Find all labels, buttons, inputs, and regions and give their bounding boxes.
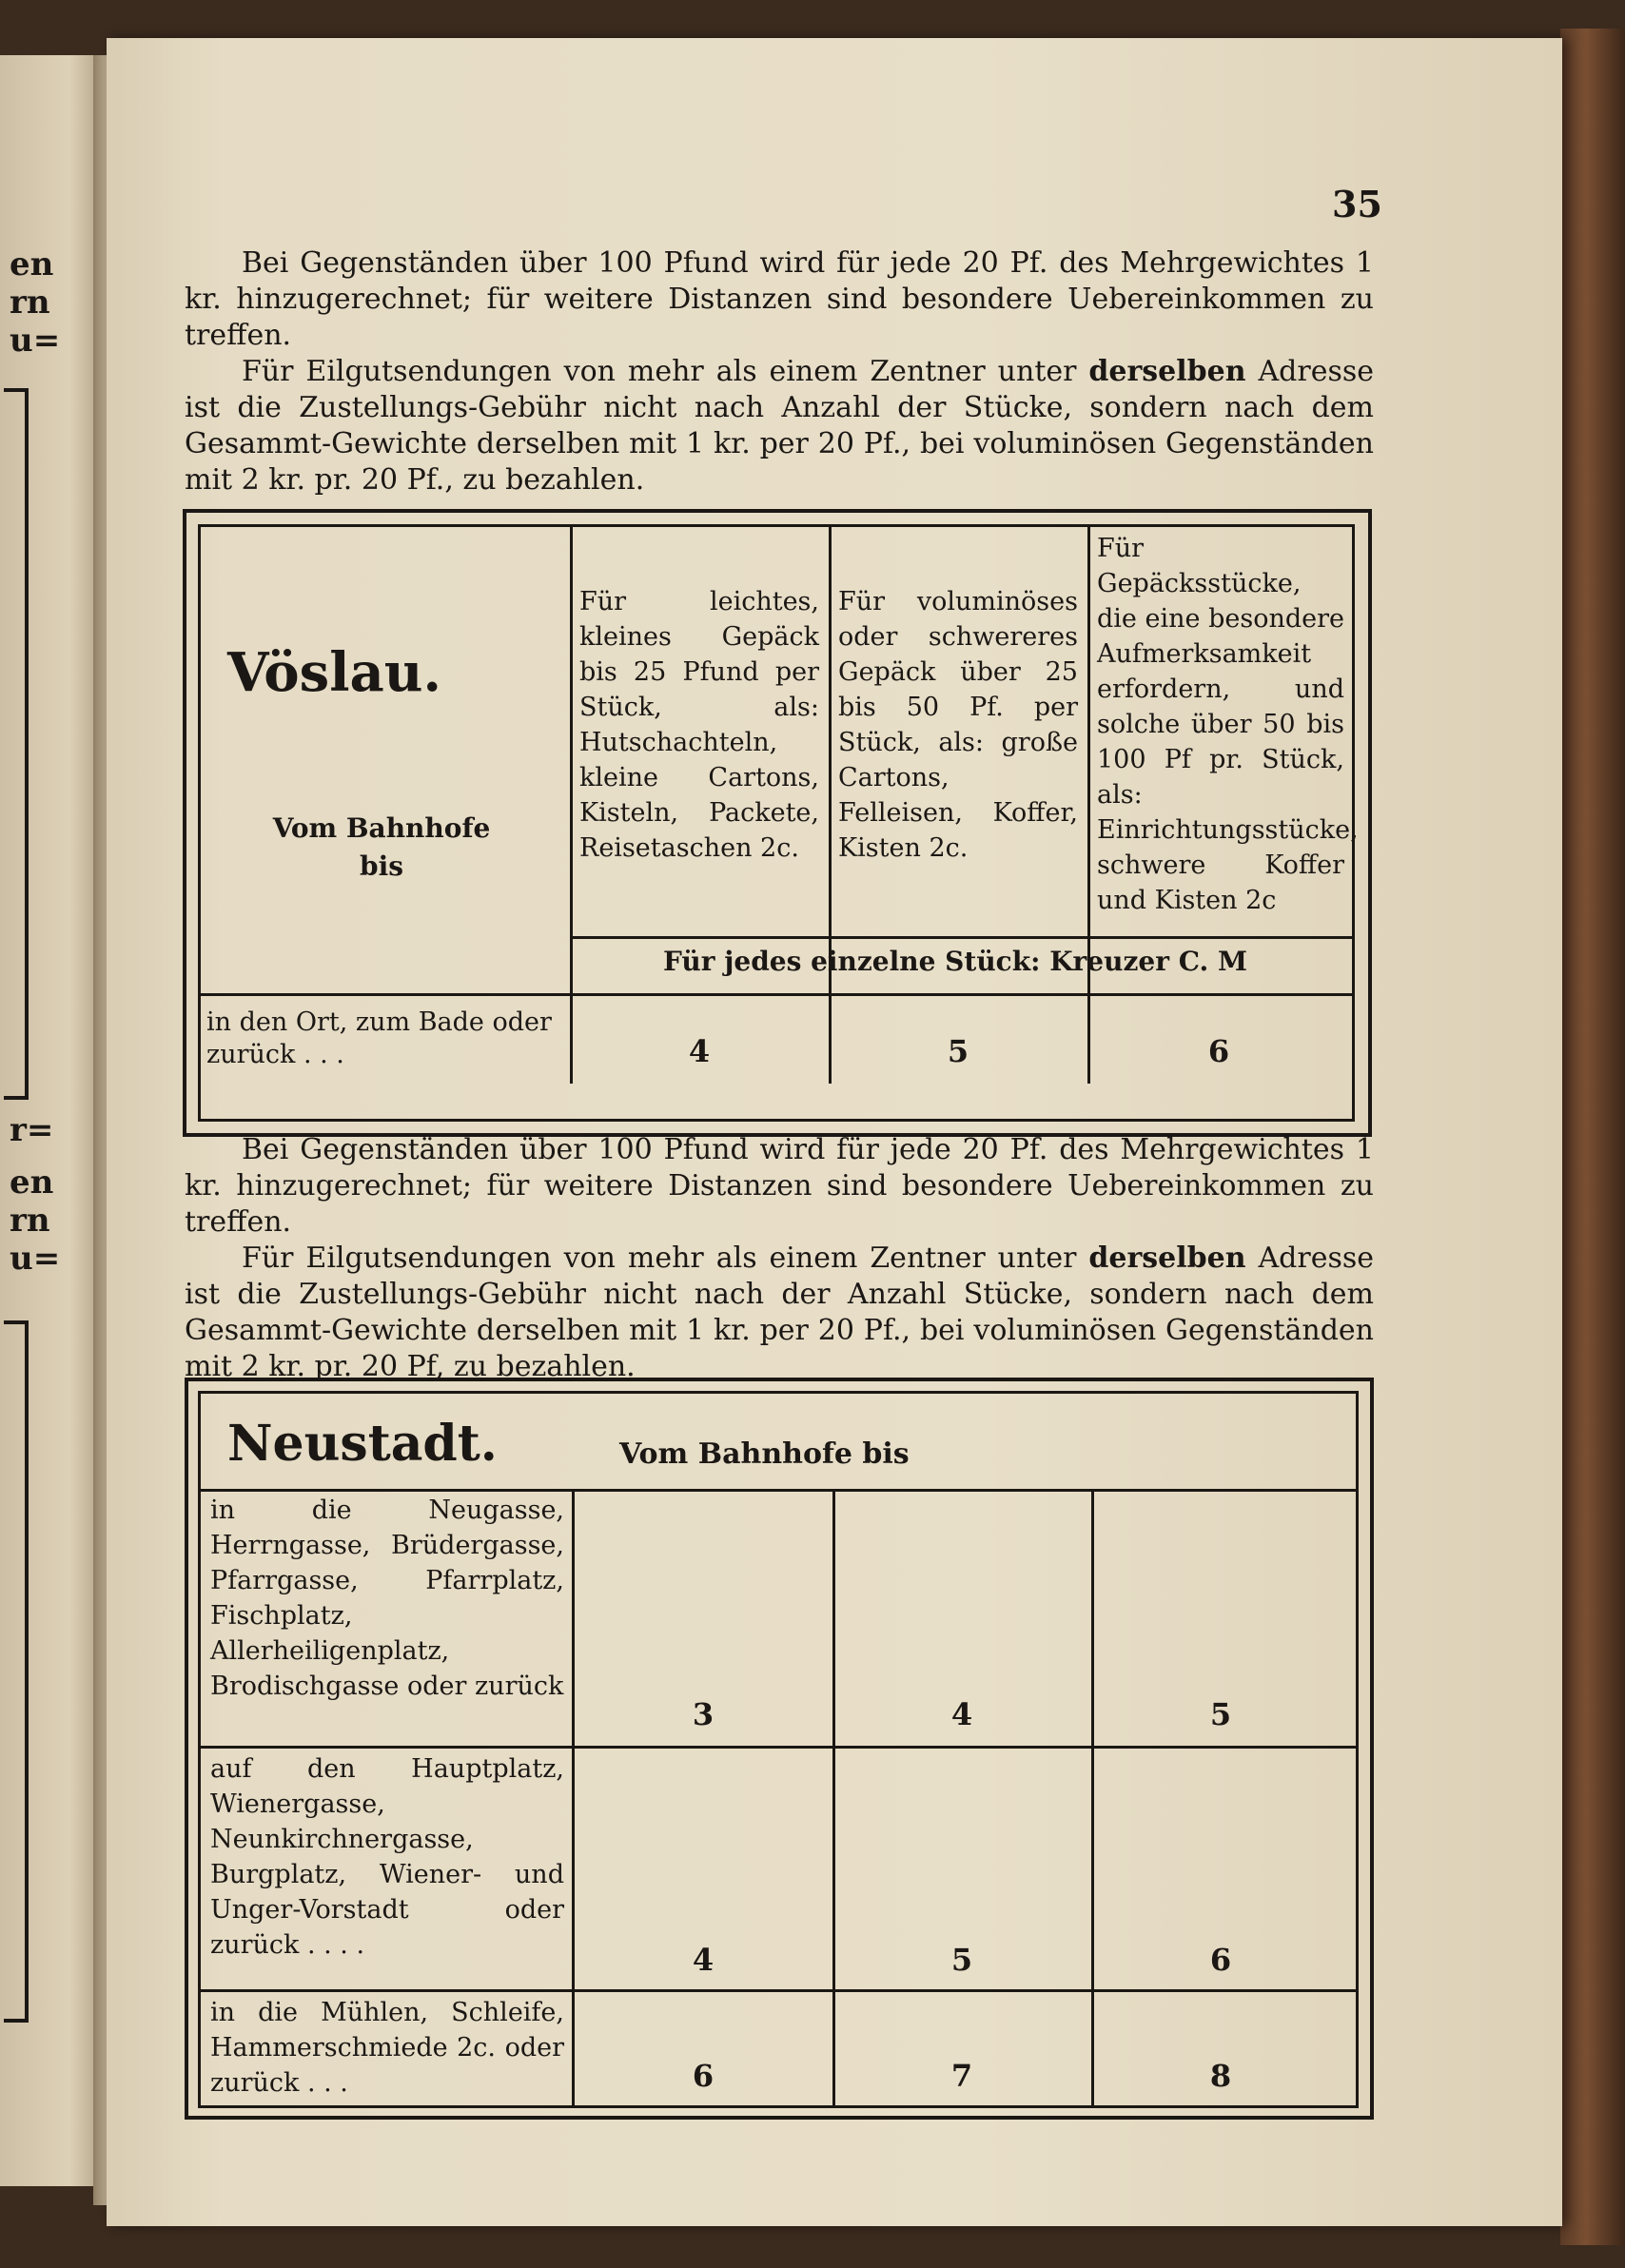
paragraph-surcharge: Bei Gegenständen über 100 Pfund wird für jede 20 Pf. des Mehrgewichtes 1 kr. hinzugerechnet; für weitere Distanzen sind besondere Uebereinkommen zu treffen. — [185, 246, 1374, 352]
header-light-luggage: Für leichtes, kleines Gepäck bis 25 Pfund per Stück, als: Hutschachteln, kleine Cartons, Kisteln, Packete, Reisetaschen 2c. — [579, 587, 819, 863]
price-cell: 5 — [947, 1033, 969, 1069]
para4-text: Für Eilgutsendungen von mehr als einem Zentner unter — [242, 1242, 1089, 1275]
col-divider — [572, 1489, 575, 2105]
paragraph-surcharge-2: Bei Gegenständen über 100 Pfund wird für jede 20 Pf. des Mehrgewichtes 1 kr. hinzugerechnet; für weitere Distanzen sind besondere Uebereinkommen zu treffen. — [185, 1133, 1374, 1239]
para4-bold: derselben — [1088, 1242, 1246, 1275]
price-cell: 4 — [692, 1942, 715, 1978]
price-cell: 6 — [1209, 1942, 1232, 1978]
header-bulky-luggage: Für voluminöses oder schwereres Gepäck über 25 bis 50 Pf. per Stück, als: große Cartons, Felleisen, Koffer, Kisten 2c. — [838, 587, 1078, 863]
col-divider — [570, 527, 573, 1084]
header-special-luggage: Für Gepäcksstücke, die eine besondere Aufmerksamkeit erfordern, und solche über 50 bis 100 Pf pr. Stück, als: Einrichtungsstücke, schwere Koffer und Kisten 2c — [1097, 534, 1359, 915]
row-label-inner-town: in die Neugasse, Herrngasse, Brüdergasse, Pfarrgasse, Pfarrplatz, Fischplatz, Allerheiligenplatz, Brodischgasse oder zurück — [210, 1496, 564, 1701]
row-divider — [201, 1489, 1356, 1492]
col-divider — [829, 527, 832, 1084]
row-divider — [201, 1989, 1356, 1992]
left-table-border — [4, 388, 29, 1100]
row-divider — [201, 993, 1352, 996]
row-label-town: in den Ort, zum Bade oder zurück . . . — [206, 1007, 552, 1069]
left-fragment: en — [10, 1163, 54, 1202]
left-fragment: r= — [10, 1111, 54, 1149]
para2-text-end: Adresse ist die Zustellungs-Gebühr nicht nach Anzahl der Stücke, sondern nach dem Gesammt-Gewichte derselben mit 1 kr. per 20 Pf., bei voluminösen Gegenständen mit 2 kr. pr. 20 Pf., zu bezahlen. — [185, 355, 1374, 497]
paragraph-block-2 — [185, 1132, 1374, 1385]
row-label-mills: in die Mühlen, Schleife, Hammerschmiede 2c. oder zurück . . . — [210, 1998, 564, 2098]
col-divider — [1091, 1489, 1094, 2105]
book-page — [107, 38, 1562, 2226]
price-cell: 3 — [692, 1696, 715, 1732]
left-fragment: u= — [10, 1240, 61, 1278]
voeslau-title: Vöslau. — [227, 641, 441, 704]
col-divider — [1087, 527, 1090, 1084]
row-divider — [570, 936, 1352, 939]
left-fragment: rn — [10, 284, 50, 322]
para4-text-end: Adresse ist die Zustellungs-Gebühr nicht nach der Anzahl Stücke, sondern nach dem Gesammt-Gewichte derselben mit 1 kr. per 20 Pf., bei voluminösen Gegenständen mit 2 kr. pr. 20 Pf, zu bezahlen. — [185, 1242, 1374, 1383]
left-fragment: rn — [10, 1202, 50, 1240]
price-cell: 5 — [1209, 1696, 1232, 1732]
from-station-label: Vom Bahnhofe bis — [619, 1437, 910, 1471]
from-station-label: Vom Bahnhofe — [272, 812, 491, 844]
price-cell: 4 — [950, 1696, 973, 1732]
row-divider — [201, 1746, 1356, 1749]
unit-row: Für jedes einzelne Stück: Kreuzer C. M — [663, 946, 1247, 977]
para2-bold: derselben — [1088, 355, 1246, 388]
paragraph-bulk-shipping-2 — [185, 1241, 1374, 1385]
price-cell: 6 — [1207, 1033, 1230, 1069]
book-cover-edge — [1560, 29, 1625, 2245]
price-cell: 5 — [950, 1942, 973, 1978]
col-divider — [832, 1489, 835, 2105]
price-cell: 7 — [950, 2058, 973, 2094]
para2-text: Für Eilgutsendungen von mehr als einem Zentner unter — [242, 355, 1089, 388]
row-label-main-square: auf den Hauptplatz, Wienergasse, Neunkirchnergasse, Burgplatz, Wiener- und Unger-Vorstadt oder zurück . . . . — [210, 1754, 564, 1960]
page-number: 35 — [1332, 183, 1382, 225]
voeslau-table — [183, 509, 1372, 1137]
paragraph-bulk-shipping — [185, 354, 1374, 499]
paragraph-block-1 — [185, 245, 1374, 499]
table-inner-grid — [198, 1391, 1359, 2108]
from-station-bis: bis — [360, 850, 403, 882]
neustadt-table — [185, 1378, 1374, 2120]
left-fragment: en — [10, 245, 54, 284]
left-page-edge — [0, 55, 99, 2186]
price-cell: 6 — [692, 2058, 715, 2094]
neustadt-title: Neustadt. — [227, 1415, 498, 1473]
price-cell: 4 — [688, 1033, 711, 1069]
price-cell: 8 — [1209, 2058, 1232, 2094]
left-table-border — [4, 1320, 29, 2023]
left-fragment: u= — [10, 322, 61, 360]
table-inner-grid — [198, 524, 1359, 1122]
